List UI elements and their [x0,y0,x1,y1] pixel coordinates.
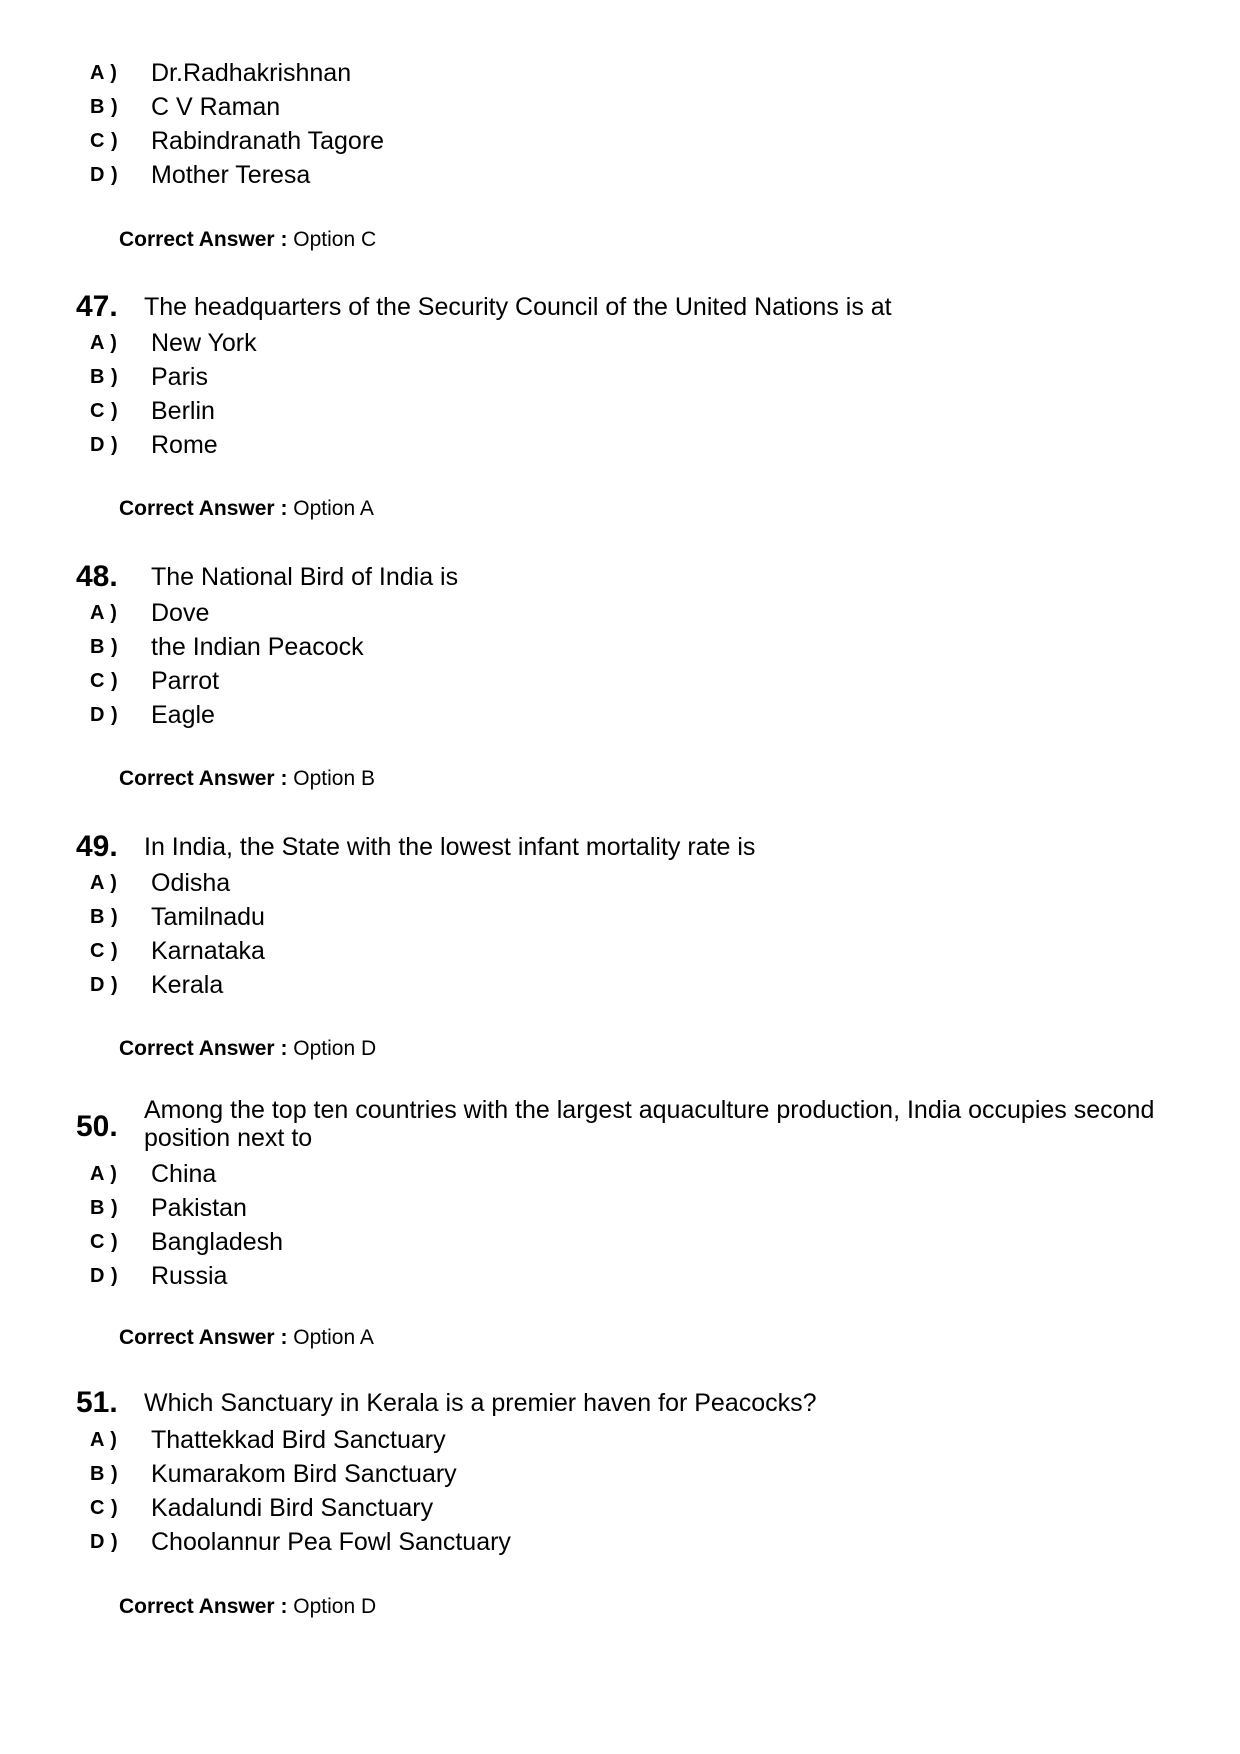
option-d [0,428,1100,462]
option-letter: D ) [90,704,119,726]
question-text: Which Sanctuary in Kerala is a premier haven for Peacocks? [144,1389,817,1417]
correct-answer-value: Option B [293,767,375,790]
option-c [0,394,1100,428]
option-letter: D ) [90,1531,119,1553]
option-letter: A ) [90,62,118,84]
correct-answer-label: Correct Answer : [119,497,288,520]
option-text: Eagle [151,701,215,729]
option-text: New York [151,329,257,357]
option-a [0,1423,1100,1457]
option-letter: B ) [90,636,119,658]
correct-answer-label: Correct Answer : [119,1326,288,1349]
option-letter: C ) [90,670,119,692]
option-text: Rome [151,431,218,459]
question-text: Among the top ten countries with the largest aquaculture production, India occupies second position next to [144,1096,1155,1152]
correct-answer-label: Correct Answer : [119,228,288,251]
option-b [0,630,1100,664]
option-c [0,664,1100,698]
option-text: China [151,1160,217,1188]
option-letter: C ) [90,1497,119,1519]
option-letter: A ) [90,1163,118,1185]
option-c [0,1491,1100,1525]
option-letter: C ) [90,400,119,422]
option-text: Pakistan [151,1194,247,1222]
option-b [0,1457,1100,1491]
option-b [0,90,1100,124]
option-text: Paris [151,363,208,391]
option-text: Dr.Radhakrishnan [151,59,352,87]
question-text: The National Bird of India is [151,563,459,591]
option-b [0,1191,1100,1225]
option-a [0,56,1100,90]
correct-answer [119,767,375,791]
correct-answer-value: Option A [293,1326,374,1349]
option-letter: D ) [90,164,119,186]
option-text: Parrot [151,667,220,695]
option-text: Choolannur Pea Fowl Sanctuary [151,1528,511,1556]
option-letter: B ) [90,1463,119,1485]
correct-answer-label: Correct Answer : [119,1595,288,1618]
option-text: Mother Teresa [151,161,311,189]
option-text: Kumarakom Bird Sanctuary [151,1460,457,1488]
option-text: C V Raman [151,93,281,121]
option-letter: C ) [90,1231,119,1253]
option-letter: A ) [90,602,118,624]
option-c [0,124,1100,158]
option-letter: C ) [90,940,119,962]
option-d [0,1259,1100,1293]
option-letter: B ) [90,96,119,118]
option-d [0,698,1100,732]
option-text: Karnataka [151,937,265,965]
question-number: 51. [76,1386,118,1419]
option-c [0,1225,1100,1259]
question-number: 48. [76,560,118,593]
option-d [0,968,1100,1002]
option-a [0,1157,1100,1191]
option-letter: A ) [90,1429,118,1451]
option-text: Thattekkad Bird Sanctuary [151,1426,446,1454]
correct-answer [119,1326,374,1350]
correct-answer-value: Option D [293,1037,377,1060]
question-text: In India, the State with the lowest infant mortality rate is [144,833,756,861]
correct-answer-label: Correct Answer : [119,1037,288,1060]
option-letter: D ) [90,974,119,996]
option-letter: D ) [90,1265,119,1287]
option-text: Tamilnadu [151,903,265,931]
option-text: Odisha [151,869,231,897]
option-text: Bangladesh [151,1228,284,1256]
option-letter: A ) [90,332,118,354]
option-a [0,596,1100,630]
option-text: Berlin [151,397,215,425]
correct-answer [119,497,374,521]
correct-answer [119,1595,376,1619]
option-letter: C ) [90,130,119,152]
question-number: 49. [76,830,118,863]
option-letter: A ) [90,872,118,894]
option-text: Kerala [151,971,224,999]
option-text: Rabindranath Tagore [151,127,385,155]
correct-answer-value: Option D [293,1595,377,1618]
option-d [0,158,1100,192]
option-letter: D ) [90,434,119,456]
correct-answer [119,228,376,252]
correct-answer [119,1037,376,1061]
correct-answer-label: Correct Answer : [119,767,288,790]
option-b [0,900,1100,934]
question-number: 50. [76,1110,118,1143]
option-d [0,1525,1100,1559]
option-letter: B ) [90,906,119,928]
option-letter: B ) [90,1197,119,1219]
option-text: the Indian Peacock [151,633,364,661]
option-text: Russia [151,1262,228,1290]
option-c [0,934,1100,968]
question-number: 47. [76,290,118,323]
correct-answer-value: Option C [293,228,377,251]
option-a [0,326,1100,360]
option-b [0,360,1100,394]
option-letter: B ) [90,366,119,388]
option-text: Kadalundi Bird Sanctuary [151,1494,434,1522]
option-a [0,866,1100,900]
option-text: Dove [151,599,210,627]
correct-answer-value: Option A [293,497,374,520]
question-text: The headquarters of the Security Council of the United Nations is at [144,293,892,321]
